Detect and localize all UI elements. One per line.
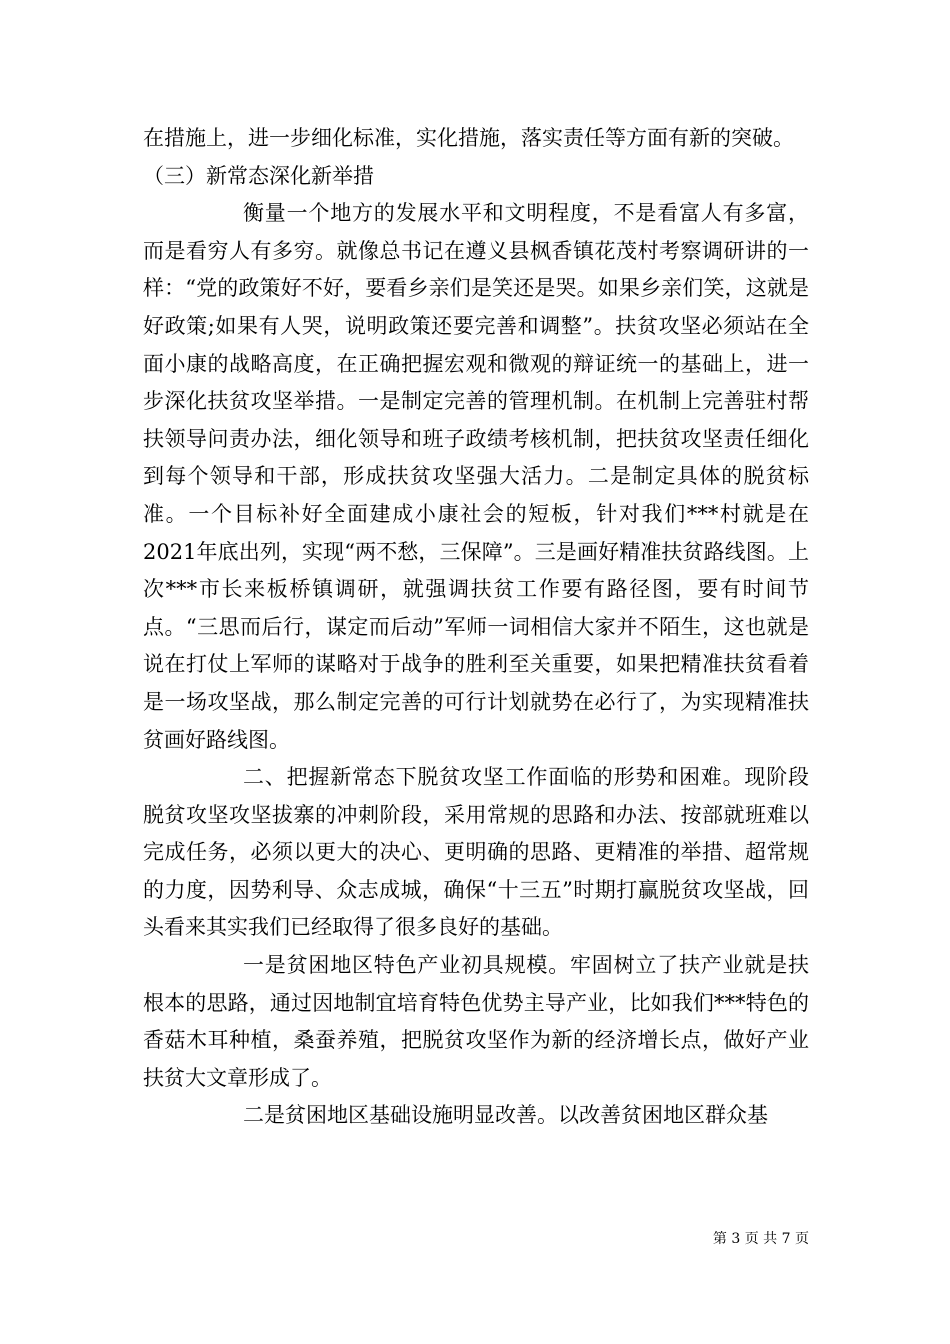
paragraph-new-measures: 衡量一个地方的发展水平和文明程度，不是看富人有多富，而是看穷人有多穷。就像总书记在遵义县枫香镇花茂村考察调研讲的一样：“党的政策好不好，要看乡亲们是笑还是哭。如果乡亲们笑，这就是好政策;如果有人哭，说明政策还要完善和调整”。扶贫攻坚必须站在全面小康的战略高度，在正确把握宏观和微观的辩证统一的基础上，进一步深化扶贫攻坚举措。一是制定完善的管理机制。在机制上完善驻村帮扶领导问责办法，细化领导和班子政绩考核机制，把扶贫攻坚责任细化到每个领导和干部，形成扶贫攻坚强大活力。二是制定具体的脱贫标准。一个目标补好全面建成小康社会的短板，针对我们***村就是在2021年底出列，实现“两不愁，三保障”。三是画好精准扶贫路线图。上次***市长来板桥镇调研，就强调扶贫工作要有路径图，要有时间节点。“三思而后行，谋定而后动”军师一词相信大家并不陌生，这也就是说在打仗上军师的谋略对于战争的胜利至关重要，如果把精准扶贫看着是一场攻坚战，那么制定完善的可行计划就势在必行了，为实现精准扶贫画好路线图。	[143, 201, 809, 752]
section-heading: （三）新常态深化新举措	[143, 163, 374, 188]
paragraph-continuation: 在措施上，进一步细化标准，实化措施，落实责任等方面有新的突破。	[143, 126, 794, 150]
page-number: 第 3 页 共 7 页	[712, 1231, 809, 1247]
paragraph-infrastructure: 二是贫困地区基础设施明显改善。以改善贫困地区群众基	[243, 1103, 768, 1128]
paragraph-situation-difficulties: 二、把握新常态下脱贫攻坚工作面临的形势和困难。现阶段脱贫攻坚攻坚拔寨的冲刺阶段，采用常规的思路和办法、按部就班难以完成任务，必须以更大的决心、更明确的思路、更精准的举措、超常规的力度，因势利导、众志成城，确保“十三五”时期打赢脱贫攻坚战，回头看来其实我们已经取得了很多良好的基础。	[143, 765, 809, 940]
paragraph-industry: 一是贫困地区特色产业初具规模。牢固树立了扶产业就是扶根本的思路，通过因地制宜培育特色优势主导产业，比如我们***特色的香菇木耳种植，桑蚕养殖，把脱贫攻坚作为新的经济增长点，做好产业扶贫大文章形成了。	[143, 953, 809, 1090]
document-body	[143, 120, 809, 1135]
